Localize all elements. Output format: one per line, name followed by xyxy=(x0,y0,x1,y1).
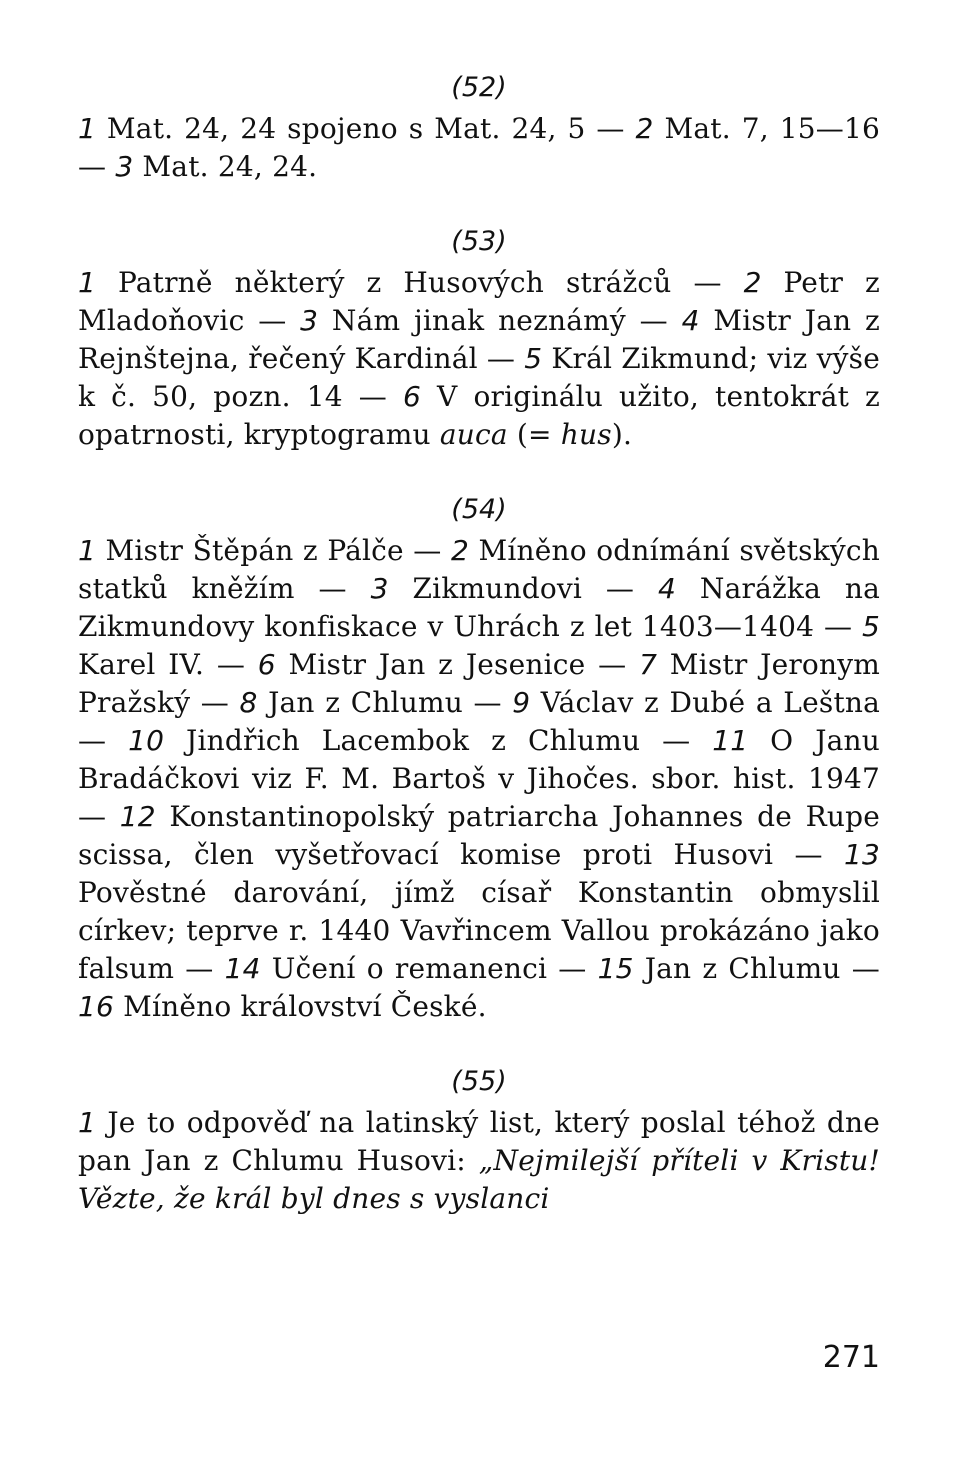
note-text: Mistr Jan z Jesenice — xyxy=(275,648,640,681)
note-number: 10 xyxy=(128,724,165,757)
note-number: 4 xyxy=(681,304,700,337)
note-number: 1 xyxy=(78,112,97,145)
endnotes xyxy=(78,70,880,1218)
note-text: (= xyxy=(507,418,561,451)
note-paragraph xyxy=(78,264,880,454)
note-text: Karel IV. — xyxy=(78,648,258,681)
note-number: 5 xyxy=(524,342,543,375)
note-text: Mistr Jeronym Pražský — xyxy=(78,648,880,719)
page-body xyxy=(78,70,880,1218)
page-number: 271 xyxy=(822,1340,880,1375)
note-text: Narážka na Zikmundovy konfiskace v Uhrách z let 1403—1404 — xyxy=(78,572,880,643)
note-text: O Janu Bradáčkovi viz F. M. Bartoš v Jihočes. sbor. hist. 1947 — xyxy=(78,724,880,833)
note-number: 11 xyxy=(712,724,749,757)
note-number: 3 xyxy=(300,304,319,337)
note-number: 5 xyxy=(861,610,880,643)
note-text: ). xyxy=(611,418,633,451)
note-section xyxy=(78,70,880,186)
note-text: Konstantinopolský patriarcha Johannes de Rupe scissa, člen vyšetřovací komise proti Husovi — xyxy=(78,800,880,871)
note-text: Jan z Chlumu — xyxy=(257,686,513,719)
note-text: Míněno odnímání světských statků kněžím — xyxy=(78,534,880,605)
note-number: 7 xyxy=(639,648,658,681)
section-heading: (53) xyxy=(451,226,507,257)
note-number: 13 xyxy=(843,838,880,871)
section-heading: (52) xyxy=(451,72,507,103)
note-text: Mat. 7, 15—16 — xyxy=(78,112,880,183)
note-number: 8 xyxy=(239,686,258,719)
note-section xyxy=(78,1064,880,1218)
note-text: Patrně některý z Husových strážců — xyxy=(96,266,744,299)
note-text: Pověstné darování, jímž císař Konstantin obmyslil církev; teprve r. 1440 Vavřincem Vallou prokázáno jako falsum — xyxy=(78,876,880,985)
section-heading: (55) xyxy=(451,1066,507,1097)
note-number: 2 xyxy=(743,266,762,299)
note-section xyxy=(78,492,880,1026)
note-text: Mistr Jan z Rejnštejna, řečený Kardinál — xyxy=(78,304,880,375)
note-number: 3 xyxy=(115,150,134,183)
section-gap xyxy=(78,186,880,224)
note-paragraph xyxy=(78,1104,880,1218)
note-text: Václav z Dubé a Leštna — xyxy=(78,686,881,757)
section-gap xyxy=(78,1026,880,1064)
note-text: V originálu užito, tentokrát z opatrnosti, kryptogramu xyxy=(78,380,881,451)
note-number: 12 xyxy=(119,800,156,833)
note-number: 3 xyxy=(370,572,389,605)
note-section xyxy=(78,224,880,454)
note-number: 14 xyxy=(224,952,261,985)
note-number: 4 xyxy=(658,572,677,605)
note-number: 15 xyxy=(597,952,634,985)
note-number: 6 xyxy=(403,380,422,413)
note-text: Mistr Štěpán z Pálče — xyxy=(96,534,451,567)
note-text: Jindřich Lacembok z Chlumu — xyxy=(164,724,713,757)
italic-text: auca xyxy=(439,418,508,451)
note-number: 16 xyxy=(78,990,115,1023)
note-paragraph xyxy=(78,532,880,1026)
note-number: 9 xyxy=(512,686,531,719)
note-text: Petr z Mladoňovic — xyxy=(78,266,880,337)
note-text: Nám jinak neznámý — xyxy=(318,304,682,337)
note-text: Zikmundovi — xyxy=(388,572,659,605)
note-text: Král Zikmund; viz výše k č. 50, pozn. 14 — xyxy=(78,342,880,413)
italic-text: „Nejmilejší příteli v Kristu! Vězte, že král byl dnes s vyslanci xyxy=(78,1144,880,1215)
note-number: 2 xyxy=(635,112,654,145)
note-number: 2 xyxy=(450,534,469,567)
note-text: Míněno království České. xyxy=(114,990,487,1023)
note-text: Mat. 24, 24 spojeno s Mat. 24, 5 — xyxy=(96,112,636,145)
note-text: Jan z Chlumu — xyxy=(633,952,880,985)
note-number: 1 xyxy=(78,1106,97,1139)
section-heading: (54) xyxy=(451,494,507,525)
note-text: Učení o remanenci — xyxy=(260,952,598,985)
note-number: 1 xyxy=(78,534,97,567)
note-paragraph xyxy=(78,110,880,186)
section-gap xyxy=(78,454,880,492)
note-text: Mat. 24, 24. xyxy=(133,150,318,183)
note-text: Je to odpověď na latinský list, který poslal téhož dne pan Jan z Chlumu Husovi: xyxy=(78,1106,880,1177)
note-number: 6 xyxy=(257,648,276,681)
note-number: 1 xyxy=(78,266,97,299)
italic-text: hus xyxy=(560,418,612,451)
